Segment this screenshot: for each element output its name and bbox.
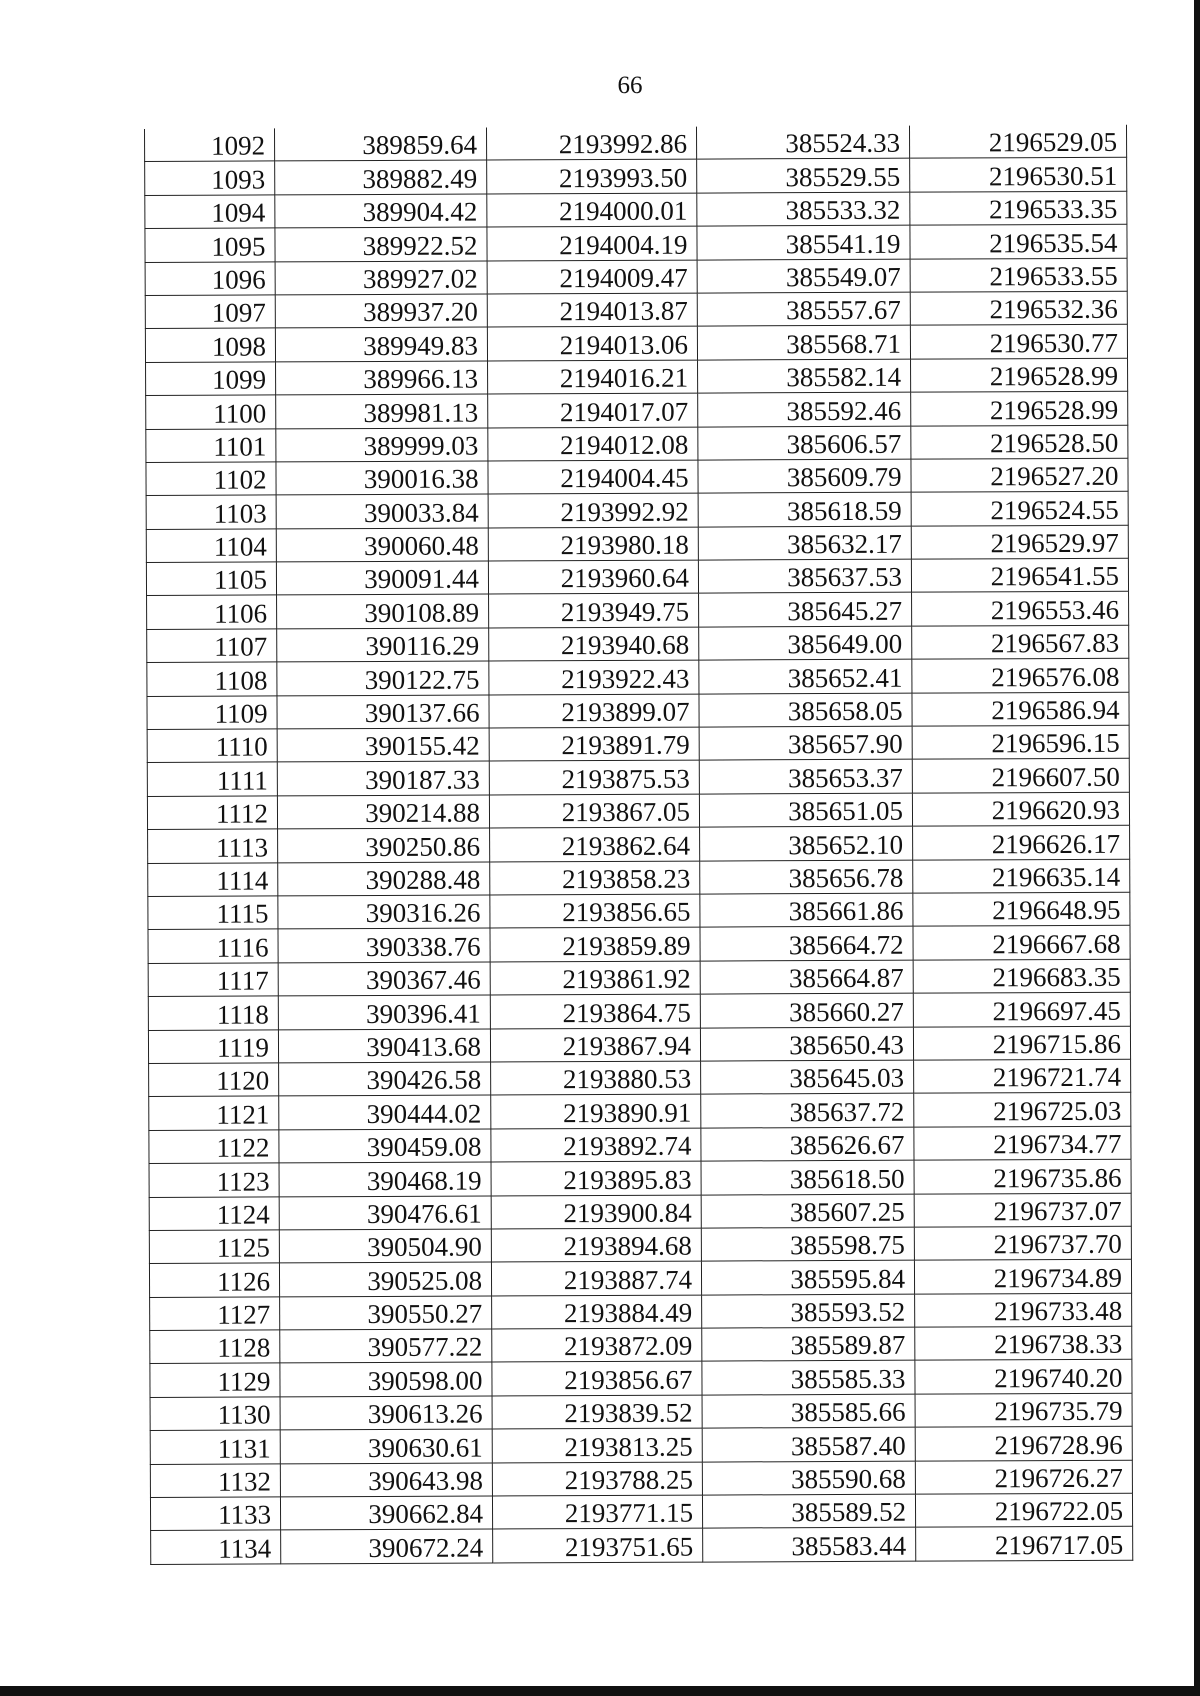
x2-coordinate-cell: 385632.17 xyxy=(698,526,911,560)
x2-coordinate-cell: 385649.00 xyxy=(699,626,912,660)
x1-coordinate-cell: 390214.88 xyxy=(277,795,489,829)
table-row xyxy=(149,1193,1131,1231)
table-row xyxy=(149,1126,1131,1164)
x1-coordinate-cell: 389859.64 xyxy=(274,128,486,162)
coordinates-table xyxy=(144,125,1133,1565)
table-row xyxy=(148,992,1130,1030)
point-number-cell: 1114 xyxy=(148,863,278,897)
table-row xyxy=(149,1226,1131,1264)
table-row xyxy=(145,125,1127,162)
x2-coordinate-cell: 385593.52 xyxy=(702,1294,915,1328)
point-number-cell: 1102 xyxy=(146,462,276,496)
y2-coordinate-cell: 2196567.83 xyxy=(912,625,1129,659)
table-row xyxy=(146,525,1128,563)
x2-coordinate-cell: 385664.87 xyxy=(700,960,913,994)
x2-coordinate-cell: 385549.07 xyxy=(697,259,910,293)
x1-coordinate-cell: 390060.48 xyxy=(276,528,488,562)
y1-coordinate-cell: 2193864.75 xyxy=(490,994,700,1028)
table-row xyxy=(145,191,1127,229)
point-number-cell: 1115 xyxy=(148,896,278,930)
point-number-cell: 1126 xyxy=(149,1263,279,1297)
table-row xyxy=(148,1026,1130,1064)
y1-coordinate-cell: 2193861.92 xyxy=(490,961,700,995)
x1-coordinate-cell: 390033.84 xyxy=(276,494,488,528)
x2-coordinate-cell: 385585.33 xyxy=(702,1361,915,1395)
x1-coordinate-cell: 390396.41 xyxy=(278,995,490,1029)
y1-coordinate-cell: 2194004.45 xyxy=(488,460,698,494)
y2-coordinate-cell: 2196527.20 xyxy=(911,458,1128,492)
table-row xyxy=(148,859,1130,897)
x2-coordinate-cell: 385583.44 xyxy=(703,1528,916,1562)
y1-coordinate-cell: 2193949.75 xyxy=(489,594,699,628)
x2-coordinate-cell: 385652.41 xyxy=(699,659,912,693)
x1-coordinate-cell: 390444.02 xyxy=(279,1095,491,1129)
x1-coordinate-cell: 390468.19 xyxy=(279,1162,491,1196)
x2-coordinate-cell: 385524.33 xyxy=(696,126,909,160)
point-number-cell: 1099 xyxy=(146,362,276,396)
y2-coordinate-cell: 2196533.35 xyxy=(910,191,1127,225)
y1-coordinate-cell: 2193980.18 xyxy=(488,527,698,561)
table-row xyxy=(147,792,1129,830)
y1-coordinate-cell: 2193867.94 xyxy=(490,1028,700,1062)
table-row xyxy=(146,458,1128,496)
x1-coordinate-cell: 390613.26 xyxy=(280,1396,492,1430)
table-row xyxy=(147,725,1129,763)
y1-coordinate-cell: 2193895.83 xyxy=(491,1161,701,1195)
y2-coordinate-cell: 2196738.33 xyxy=(915,1326,1132,1360)
x1-coordinate-cell: 390316.26 xyxy=(278,895,490,929)
x1-coordinate-cell: 390116.29 xyxy=(277,628,489,662)
y1-coordinate-cell: 2193992.86 xyxy=(486,127,696,161)
y2-coordinate-cell: 2196725.03 xyxy=(914,1093,1131,1127)
x1-coordinate-cell: 390091.44 xyxy=(276,561,488,595)
x1-coordinate-cell: 390504.90 xyxy=(279,1229,491,1263)
point-number-cell: 1100 xyxy=(146,395,276,429)
y1-coordinate-cell: 2193887.74 xyxy=(491,1261,701,1295)
table-row xyxy=(148,825,1130,863)
table-row xyxy=(145,291,1127,329)
x2-coordinate-cell: 385595.84 xyxy=(701,1260,914,1294)
y1-coordinate-cell: 2193858.23 xyxy=(490,861,700,895)
point-number-cell: 1096 xyxy=(145,261,275,295)
y2-coordinate-cell: 2196586.94 xyxy=(912,692,1129,726)
point-number-cell: 1109 xyxy=(147,696,277,730)
x1-coordinate-cell: 389882.49 xyxy=(275,160,487,194)
point-number-cell: 1111 xyxy=(147,762,277,796)
y1-coordinate-cell: 2194013.87 xyxy=(487,293,697,327)
x1-coordinate-cell: 390476.61 xyxy=(279,1195,491,1229)
point-number-cell: 1098 xyxy=(145,328,275,362)
y1-coordinate-cell: 2194016.21 xyxy=(488,360,698,394)
point-number-cell: 1122 xyxy=(149,1130,279,1164)
y2-coordinate-cell: 2196734.77 xyxy=(914,1126,1131,1160)
y2-coordinate-cell: 2196715.86 xyxy=(913,1026,1130,1060)
x1-coordinate-cell: 390577.22 xyxy=(280,1329,492,1363)
x1-coordinate-cell: 390367.46 xyxy=(278,962,490,996)
table-row xyxy=(148,892,1130,930)
x1-coordinate-cell: 390338.76 xyxy=(278,928,490,962)
x2-coordinate-cell: 385637.72 xyxy=(701,1093,914,1127)
y2-coordinate-cell: 2196596.15 xyxy=(912,725,1129,759)
y2-coordinate-cell: 2196697.45 xyxy=(913,992,1130,1026)
x2-coordinate-cell: 385660.27 xyxy=(700,993,913,1027)
x2-coordinate-cell: 385587.40 xyxy=(702,1427,915,1461)
point-number-cell: 1130 xyxy=(150,1397,280,1431)
y1-coordinate-cell: 2193875.53 xyxy=(489,761,699,795)
x1-coordinate-cell: 390413.68 xyxy=(278,1029,490,1063)
x2-coordinate-cell: 385652.10 xyxy=(700,826,913,860)
y2-coordinate-cell: 2196533.55 xyxy=(910,258,1127,292)
x2-coordinate-cell: 385557.67 xyxy=(697,292,910,326)
table-row xyxy=(146,358,1128,396)
point-number-cell: 1134 xyxy=(151,1530,281,1564)
x1-coordinate-cell: 390662.84 xyxy=(280,1496,492,1530)
scan-border-bottom xyxy=(0,1686,1200,1696)
coordinates-table-container xyxy=(144,125,1132,1565)
x2-coordinate-cell: 385585.66 xyxy=(702,1394,915,1428)
y1-coordinate-cell: 2194004.19 xyxy=(487,226,697,260)
table-row xyxy=(150,1360,1132,1398)
x2-coordinate-cell: 385609.79 xyxy=(698,459,911,493)
point-number-cell: 1118 xyxy=(148,996,278,1030)
table-row xyxy=(150,1493,1132,1531)
y2-coordinate-cell: 2196737.70 xyxy=(914,1226,1131,1260)
point-number-cell: 1108 xyxy=(147,662,277,696)
point-number-cell: 1101 xyxy=(146,428,276,462)
x1-coordinate-cell: 390550.27 xyxy=(280,1296,492,1330)
y2-coordinate-cell: 2196535.54 xyxy=(910,224,1127,258)
y2-coordinate-cell: 2196524.55 xyxy=(911,492,1128,526)
y2-coordinate-cell: 2196722.05 xyxy=(915,1493,1132,1527)
point-number-cell: 1113 xyxy=(148,829,278,863)
x1-coordinate-cell: 389981.13 xyxy=(276,394,488,428)
x2-coordinate-cell: 385592.46 xyxy=(698,392,911,426)
table-row xyxy=(145,258,1127,296)
y1-coordinate-cell: 2193993.50 xyxy=(487,159,697,193)
x2-coordinate-cell: 385650.43 xyxy=(700,1027,913,1061)
y1-coordinate-cell: 2193856.67 xyxy=(492,1362,702,1396)
x2-coordinate-cell: 385661.86 xyxy=(700,893,913,927)
y2-coordinate-cell: 2196735.79 xyxy=(915,1393,1132,1427)
point-number-cell: 1116 xyxy=(148,929,278,963)
table-row xyxy=(145,224,1127,262)
x2-coordinate-cell: 385626.67 xyxy=(701,1127,914,1161)
point-number-cell: 1129 xyxy=(150,1363,280,1397)
point-number-cell: 1095 xyxy=(145,228,275,262)
point-number-cell: 1120 xyxy=(149,1063,279,1097)
y2-coordinate-cell: 2196737.07 xyxy=(914,1193,1131,1227)
y1-coordinate-cell: 2194000.01 xyxy=(487,193,697,227)
y2-coordinate-cell: 2196530.77 xyxy=(910,325,1127,359)
table-row xyxy=(148,959,1130,997)
y2-coordinate-cell: 2196528.99 xyxy=(911,358,1128,392)
x2-coordinate-cell: 385653.37 xyxy=(699,760,912,794)
y2-coordinate-cell: 2196735.86 xyxy=(914,1159,1131,1193)
table-row xyxy=(145,325,1127,363)
x1-coordinate-cell: 390108.89 xyxy=(277,594,489,628)
table-row xyxy=(148,926,1130,964)
y1-coordinate-cell: 2194009.47 xyxy=(487,260,697,294)
y1-coordinate-cell: 2193859.89 xyxy=(490,927,700,961)
y2-coordinate-cell: 2196626.17 xyxy=(913,825,1130,859)
y1-coordinate-cell: 2193960.64 xyxy=(488,560,698,594)
x1-coordinate-cell: 390288.48 xyxy=(278,862,490,896)
y2-coordinate-cell: 2196528.99 xyxy=(911,391,1128,425)
x1-coordinate-cell: 390250.86 xyxy=(278,828,490,862)
y2-coordinate-cell: 2196576.08 xyxy=(912,658,1129,692)
x1-coordinate-cell: 390525.08 xyxy=(279,1262,491,1296)
x1-coordinate-cell: 390137.66 xyxy=(277,695,489,729)
y2-coordinate-cell: 2196717.05 xyxy=(916,1527,1133,1561)
table-row xyxy=(150,1326,1132,1364)
x2-coordinate-cell: 385541.19 xyxy=(697,225,910,259)
point-number-cell: 1093 xyxy=(145,161,275,195)
table-row xyxy=(151,1527,1133,1565)
point-number-cell: 1127 xyxy=(150,1297,280,1331)
y2-coordinate-cell: 2196648.95 xyxy=(913,892,1130,926)
y1-coordinate-cell: 2193788.25 xyxy=(492,1462,702,1496)
point-number-cell: 1131 xyxy=(150,1430,280,1464)
point-number-cell: 1107 xyxy=(147,629,277,663)
point-number-cell: 1104 xyxy=(146,529,276,563)
y2-coordinate-cell: 2196528.50 xyxy=(911,425,1128,459)
table-row xyxy=(146,425,1128,463)
point-number-cell: 1119 xyxy=(148,1029,278,1063)
y2-coordinate-cell: 2196726.27 xyxy=(915,1460,1132,1494)
y2-coordinate-cell: 2196620.93 xyxy=(912,792,1129,826)
table-row xyxy=(150,1293,1132,1331)
point-number-cell: 1133 xyxy=(150,1497,280,1531)
y1-coordinate-cell: 2193992.92 xyxy=(488,493,698,527)
table-body xyxy=(145,125,1133,1565)
x1-coordinate-cell: 390459.08 xyxy=(279,1129,491,1163)
x1-coordinate-cell: 390643.98 xyxy=(280,1463,492,1497)
point-number-cell: 1128 xyxy=(150,1330,280,1364)
x2-coordinate-cell: 385656.78 xyxy=(700,860,913,894)
page-number: 66 xyxy=(617,72,643,99)
x1-coordinate-cell: 389922.52 xyxy=(275,227,487,261)
table-row xyxy=(150,1393,1132,1431)
x1-coordinate-cell: 390187.33 xyxy=(277,761,489,795)
x1-coordinate-cell: 390155.42 xyxy=(277,728,489,762)
x1-coordinate-cell: 390598.00 xyxy=(280,1362,492,1396)
y1-coordinate-cell: 2193884.49 xyxy=(492,1295,702,1329)
x2-coordinate-cell: 385589.87 xyxy=(702,1327,915,1361)
y1-coordinate-cell: 2193751.65 xyxy=(493,1528,703,1562)
y1-coordinate-cell: 2193940.68 xyxy=(489,627,699,661)
y1-coordinate-cell: 2193856.65 xyxy=(490,894,700,928)
table-row xyxy=(147,759,1129,797)
y1-coordinate-cell: 2193771.15 xyxy=(492,1495,702,1529)
x1-coordinate-cell: 389966.13 xyxy=(276,361,488,395)
y1-coordinate-cell: 2193894.68 xyxy=(491,1228,701,1262)
table-row xyxy=(149,1093,1131,1131)
x2-coordinate-cell: 385568.71 xyxy=(697,326,910,360)
y2-coordinate-cell: 2196532.36 xyxy=(910,291,1127,325)
x2-coordinate-cell: 385645.03 xyxy=(701,1060,914,1094)
y2-coordinate-cell: 2196728.96 xyxy=(915,1426,1132,1460)
y1-coordinate-cell: 2193862.64 xyxy=(490,827,700,861)
x2-coordinate-cell: 385598.75 xyxy=(701,1227,914,1261)
table-row xyxy=(150,1460,1132,1498)
x2-coordinate-cell: 385664.72 xyxy=(700,927,913,961)
y1-coordinate-cell: 2193880.53 xyxy=(491,1061,701,1095)
scan-border-right xyxy=(1194,0,1200,1696)
point-number-cell: 1106 xyxy=(147,595,277,629)
point-number-cell: 1132 xyxy=(150,1464,280,1498)
y2-coordinate-cell: 2196529.05 xyxy=(909,125,1126,159)
x1-coordinate-cell: 389949.83 xyxy=(275,327,487,361)
y1-coordinate-cell: 2193892.74 xyxy=(491,1128,701,1162)
x1-coordinate-cell: 389904.42 xyxy=(275,194,487,228)
y1-coordinate-cell: 2193922.43 xyxy=(489,660,699,694)
y1-coordinate-cell: 2194017.07 xyxy=(488,393,698,427)
point-number-cell: 1117 xyxy=(148,963,278,997)
y1-coordinate-cell: 2194013.06 xyxy=(487,326,697,360)
y1-coordinate-cell: 2193899.07 xyxy=(489,694,699,728)
x2-coordinate-cell: 385618.59 xyxy=(698,492,911,526)
x1-coordinate-cell: 390672.24 xyxy=(281,1529,493,1563)
x2-coordinate-cell: 385651.05 xyxy=(699,793,912,827)
table-row xyxy=(147,692,1129,730)
point-number-cell: 1110 xyxy=(147,729,277,763)
y2-coordinate-cell: 2196541.55 xyxy=(911,558,1128,592)
point-number-cell: 1105 xyxy=(146,562,276,596)
point-number-cell: 1112 xyxy=(147,796,277,830)
table-row xyxy=(146,391,1128,429)
x1-coordinate-cell: 389927.02 xyxy=(275,261,487,295)
y1-coordinate-cell: 2193867.05 xyxy=(489,794,699,828)
x1-coordinate-cell: 390630.61 xyxy=(280,1429,492,1463)
point-number-cell: 1103 xyxy=(146,495,276,529)
point-number-cell: 1121 xyxy=(149,1096,279,1130)
y2-coordinate-cell: 2196607.50 xyxy=(912,759,1129,793)
table-row xyxy=(147,658,1129,696)
table-row xyxy=(147,592,1129,630)
y2-coordinate-cell: 2196529.97 xyxy=(911,525,1128,559)
y2-coordinate-cell: 2196553.46 xyxy=(912,592,1129,626)
x2-coordinate-cell: 385618.50 xyxy=(701,1160,914,1194)
y1-coordinate-cell: 2194012.08 xyxy=(488,427,698,461)
x2-coordinate-cell: 385657.90 xyxy=(699,726,912,760)
y1-coordinate-cell: 2193872.09 xyxy=(492,1328,702,1362)
table-row xyxy=(147,625,1129,663)
point-number-cell: 1094 xyxy=(145,195,275,229)
point-number-cell: 1123 xyxy=(149,1163,279,1197)
table-row xyxy=(150,1426,1132,1464)
table-row xyxy=(149,1159,1131,1197)
table-row xyxy=(149,1059,1131,1097)
y2-coordinate-cell: 2196635.14 xyxy=(913,859,1130,893)
x2-coordinate-cell: 385658.05 xyxy=(699,693,912,727)
y2-coordinate-cell: 2196733.48 xyxy=(915,1293,1132,1327)
table-row xyxy=(146,558,1128,596)
y1-coordinate-cell: 2193900.84 xyxy=(491,1195,701,1229)
x1-coordinate-cell: 389937.20 xyxy=(275,294,487,328)
x2-coordinate-cell: 385533.32 xyxy=(697,192,910,226)
x2-coordinate-cell: 385589.52 xyxy=(702,1494,915,1528)
point-number-cell: 1124 xyxy=(149,1196,279,1230)
table-row xyxy=(145,158,1127,196)
table-row xyxy=(146,492,1128,530)
y2-coordinate-cell: 2196530.51 xyxy=(910,158,1127,192)
x1-coordinate-cell: 390016.38 xyxy=(276,461,488,495)
x1-coordinate-cell: 389999.03 xyxy=(276,428,488,462)
point-number-cell: 1092 xyxy=(145,128,275,161)
x2-coordinate-cell: 385645.27 xyxy=(699,593,912,627)
x2-coordinate-cell: 385637.53 xyxy=(698,559,911,593)
y1-coordinate-cell: 2193813.25 xyxy=(492,1428,702,1462)
y2-coordinate-cell: 2196740.20 xyxy=(915,1360,1132,1394)
x2-coordinate-cell: 385606.57 xyxy=(698,426,911,460)
y2-coordinate-cell: 2196667.68 xyxy=(913,926,1130,960)
x1-coordinate-cell: 390426.58 xyxy=(279,1062,491,1096)
y2-coordinate-cell: 2196734.89 xyxy=(914,1259,1131,1293)
y2-coordinate-cell: 2196683.35 xyxy=(913,959,1130,993)
y1-coordinate-cell: 2193891.79 xyxy=(489,727,699,761)
y1-coordinate-cell: 2193839.52 xyxy=(492,1395,702,1429)
y1-coordinate-cell: 2193890.91 xyxy=(491,1094,701,1128)
x1-coordinate-cell: 390122.75 xyxy=(277,661,489,695)
y2-coordinate-cell: 2196721.74 xyxy=(914,1059,1131,1093)
x2-coordinate-cell: 385529.55 xyxy=(697,159,910,193)
x2-coordinate-cell: 385607.25 xyxy=(701,1194,914,1228)
x2-coordinate-cell: 385590.68 xyxy=(702,1461,915,1495)
point-number-cell: 1125 xyxy=(149,1230,279,1264)
point-number-cell: 1097 xyxy=(145,295,275,329)
x2-coordinate-cell: 385582.14 xyxy=(698,359,911,393)
table-row xyxy=(149,1259,1131,1297)
